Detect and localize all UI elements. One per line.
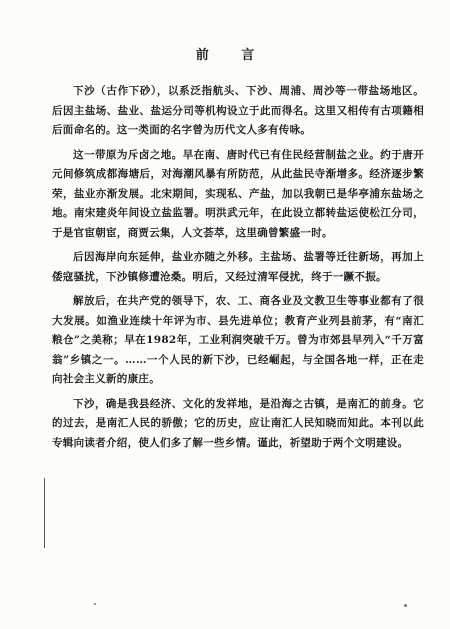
paragraph-2: 这一带原为斥卤之地。早在南、唐时代已有住民经营制盐之业。约于唐开元间修筑成都海塘后，对海潮风暴有所防范，从此盐民寺渐增多。经济逐步繁荣，盐业亦渐发展。北宋期间，实现私、产盐，加以我朝已是华亭浦东盐场之地。南宋建炎年间设立盐监署。明洪武元年，在此设立都转盐运使松江分司，于是官宦朝宦，商贾云集，人文荟萃，这里确曾繁盛一时。 xyxy=(52,148,424,239)
paragraph-5: 下沙，确是我县经济、文化的发祥地，是沿海之古镇，是南汇的前身。它的过去，是南汇人民的骄傲；它的历史，应让南汇人民知晓而知此。本刊以此专辑向读者介绍，使人们多了解一些乡情。谨此，祈望助于两个文明建设。 xyxy=(52,397,424,449)
margin-mark xyxy=(44,478,45,548)
paragraph-4: 解放后，在共产党的领导下，农、工、商各业及文教卫生等事业都有了很大发展。如渔业连续十年评为市、县先进单位；教育产业列县前茅，有“南汇粮仓”之美称；早在1982年，工业利润突破千万。曾为市郊县早列入“千万富翁”乡镇之一。……一个人民的新下沙，已经崛起，与全国各地一样，正在走向社会主义新的康庄。 xyxy=(52,295,424,385)
page-title: 前 言 xyxy=(195,48,269,63)
paragraph-1: 下沙（古作下砂），以系泛指航头、下沙、周浦、周沙等一带盐场地区。后因主盐场、盐业、盐运分司等机构设立于此而得名。这里又相传有古项籍相后面命名的。这一类面的名字曾为历代文人多有传咏。 xyxy=(52,85,424,136)
scan-speck xyxy=(94,603,96,605)
paragraph-3: 后因海岸向东延伸，盐业亦随之外移。主盐场、盐署等迁往新场，再加上倭寇骚扰，下沙镇修遭沧桑。明后，又经过清军侵扰，终于一蹶不振。 xyxy=(52,251,424,283)
scan-speck xyxy=(404,604,407,607)
preface-body xyxy=(52,82,424,458)
